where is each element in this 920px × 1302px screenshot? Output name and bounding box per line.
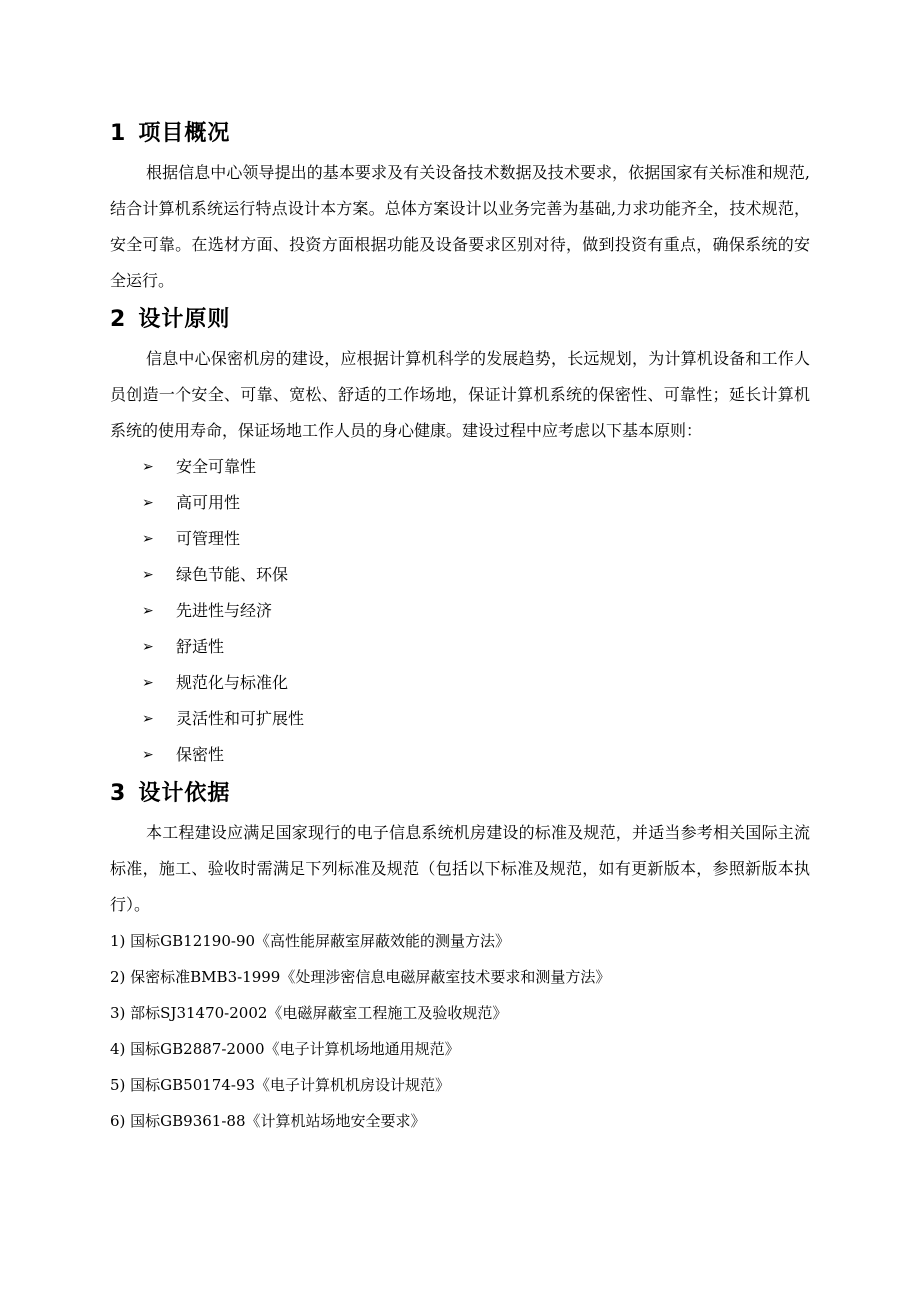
arrow-bullet-icon: ➢ <box>142 675 154 691</box>
section-number: 1 <box>110 121 127 146</box>
arrow-bullet-icon: ➢ <box>142 459 154 475</box>
list-item: 3) 部标SJ31470-2002《电磁屏蔽室工程施工及验收规范》 <box>110 1004 508 1022</box>
list-item <box>110 701 810 737</box>
section-heading <box>110 299 810 341</box>
arrow-bullet-icon: ➢ <box>142 603 154 619</box>
section-project-overview <box>110 113 810 299</box>
principles-list <box>110 449 810 773</box>
section-title: 项目概况 <box>138 121 231 146</box>
list-item: 4) 国标GB2887-2000《电子计算机场地通用规范》 <box>110 1040 460 1058</box>
section-paragraph: 根据信息中心领导提出的基本要求及有关设备技术数据及技术要求，依据国家有关标准和规范,结合计算机系统运行特点设计本方案。总体方案设计以业务完善为基础,力求功能齐全，技术规范，安全可靠。在选材方面、投资方面根据功能及设备要求区别对待，做到投资有重点，确保系统的安全运行。 <box>110 163 810 290</box>
list-item <box>110 521 810 557</box>
list-item-text: 先进性与经济 <box>176 601 273 620</box>
section-design-principles <box>110 299 810 773</box>
list-item-text: 保密性 <box>176 745 225 764</box>
arrow-bullet-icon: ➢ <box>142 495 154 511</box>
document-body <box>110 113 810 1139</box>
list-item-text: 可管理性 <box>176 529 241 548</box>
list-item <box>110 449 810 485</box>
section-number: 2 <box>110 307 127 332</box>
list-item: 2) 保密标准BMB3-1999《处理涉密信息电磁屏蔽室技术要求和测量方法》 <box>110 968 611 986</box>
list-item-text: 高可用性 <box>176 493 241 512</box>
standards-list <box>110 923 810 1139</box>
list-item-text: 安全可靠性 <box>176 457 257 476</box>
list-item-text: 灵活性和可扩展性 <box>176 709 305 728</box>
section-number: 3 <box>110 781 127 806</box>
list-item <box>110 485 810 521</box>
list-item-text: 绿色节能、环保 <box>176 565 289 584</box>
section-title: 设计依据 <box>138 781 231 806</box>
list-item <box>110 665 810 701</box>
section-design-basis <box>110 773 810 1139</box>
list-item <box>110 557 810 593</box>
list-item: 5) 国标GB50174-93《电子计算机机房设计规范》 <box>110 1076 451 1094</box>
section-paragraph: 信息中心保密机房的建设，应根据计算机科学的发展趋势，长远规划，为计算机设备和工作人员创造一个安全、可靠、宽松、舒适的工作场地，保证计算机系统的保密性、可靠性；延长计算机系统的使用寿命，保证场地工作人员的身心健康。建设过程中应考虑以下基本原则： <box>110 349 810 440</box>
list-item: 6) 国标GB9361-88《计算机站场地安全要求》 <box>110 1112 426 1130</box>
list-item <box>110 737 810 773</box>
arrow-bullet-icon: ➢ <box>142 747 154 763</box>
list-item-text: 舒适性 <box>176 637 225 656</box>
section-paragraph: 本工程建设应满足国家现行的电子信息系统机房建设的标准及规范，并适当参考相关国际主流标准，施工、验收时需满足下列标准及规范（包括以下标准及规范，如有更新版本，参照新版本执行）。 <box>110 823 810 914</box>
arrow-bullet-icon: ➢ <box>142 531 154 547</box>
list-item <box>110 593 810 629</box>
list-item <box>110 629 810 665</box>
arrow-bullet-icon: ➢ <box>142 711 154 727</box>
list-item-text: 规范化与标准化 <box>176 673 289 692</box>
section-heading <box>110 113 810 155</box>
section-heading <box>110 773 810 815</box>
arrow-bullet-icon: ➢ <box>142 639 154 655</box>
arrow-bullet-icon: ➢ <box>142 567 154 583</box>
list-item: 1) 国标GB12190-90《高性能屏蔽室屏蔽效能的测量方法》 <box>110 932 511 950</box>
section-title: 设计原则 <box>138 307 231 332</box>
